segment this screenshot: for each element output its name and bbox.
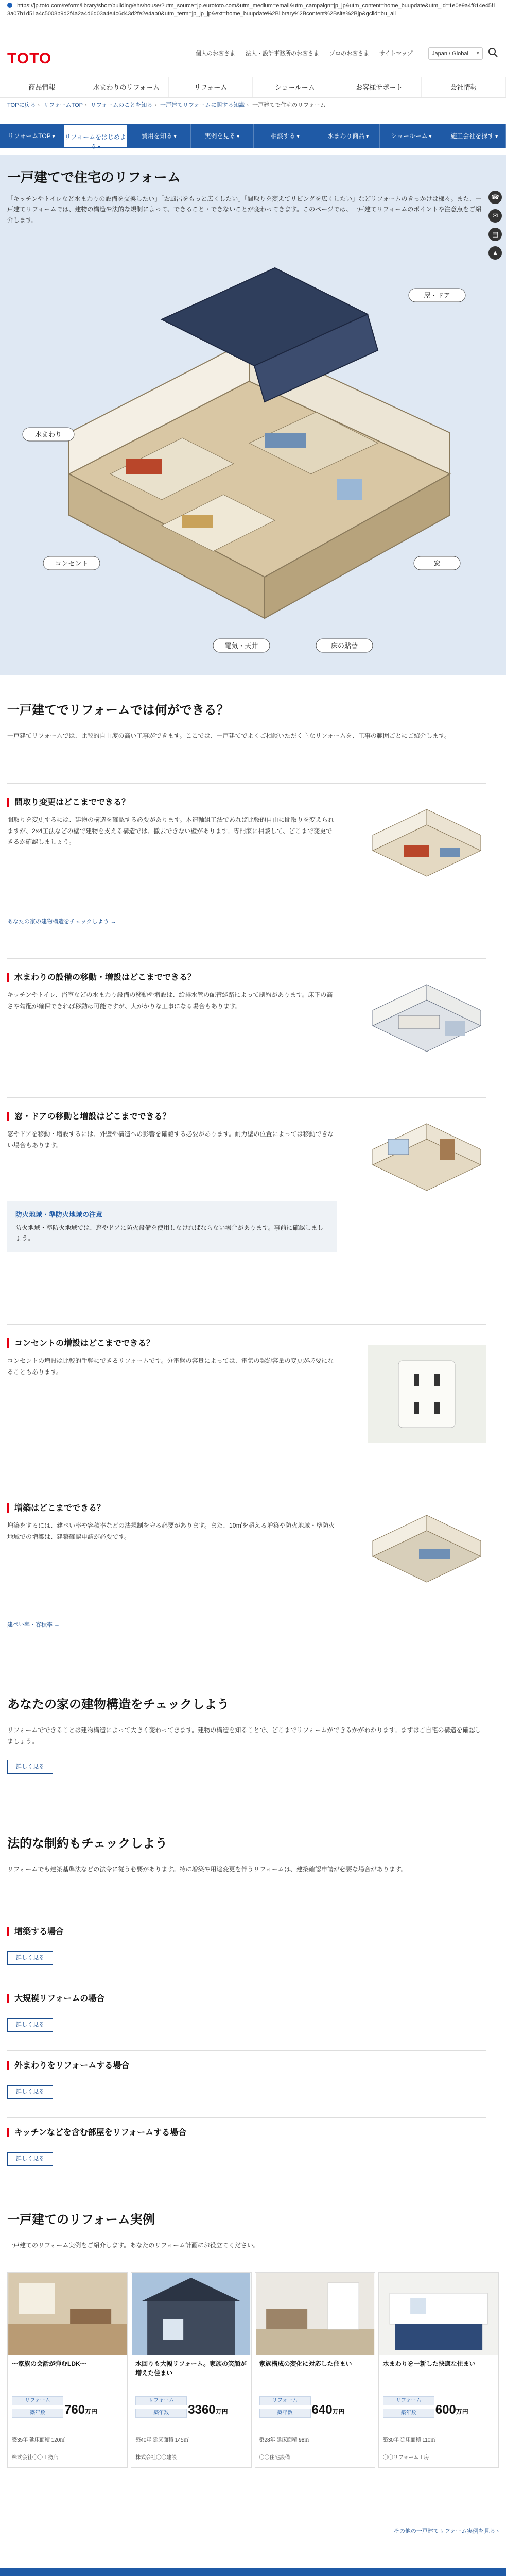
card-window-door — [7, 1097, 486, 1314]
breadcrumb: TOPに戻る › リフォームTOP › リフォームのことを知る › 一戸建てリフォームに関する知識 › 一戸建てで住宅のリフォーム — [7, 102, 326, 108]
language-select[interactable]: Japan / Global ▾ — [428, 47, 483, 60]
case-price: 3360 — [188, 2403, 216, 2417]
case-photo — [8, 2273, 127, 2355]
case-price: 640 — [311, 2403, 333, 2417]
case-photo — [131, 2273, 251, 2355]
legal-more-button[interactable]: 詳しく見る — [7, 2152, 53, 2166]
side-float-buttons — [488, 191, 504, 265]
util-link-pro[interactable]: プロのお客さま — [329, 50, 369, 57]
case-price-unit: 万円 — [456, 2408, 468, 2415]
card-extension — [7, 1489, 486, 1654]
fire-zone-note — [7, 1201, 337, 1252]
util-link-corporate[interactable]: 法人・設計事務所のお客さま — [246, 50, 319, 57]
svg-text:窓: 窓 — [433, 560, 441, 568]
building-ratio-link[interactable]: 建ぺい率・容積率 → — [7, 1622, 60, 1628]
case-photo — [255, 2273, 375, 2355]
case-tag: リフォーム — [383, 2396, 434, 2405]
hero-section — [0, 155, 506, 675]
catalog-icon[interactable]: ▤ — [488, 228, 502, 241]
gnav-company[interactable]: 会社情報 — [422, 77, 506, 97]
case-price-unit: 万円 — [332, 2408, 345, 2415]
card-title: 増築はどこまでできる？ — [7, 1502, 486, 1515]
case-card[interactable] — [131, 2272, 251, 2468]
case-title: 家族構成の変化に対応した住まい — [259, 2360, 352, 2367]
card-outlet — [7, 1324, 486, 1479]
card-title: 間取り変更はどこまでできる？ — [7, 796, 486, 809]
subnav-products[interactable]: 水まわり商品 ▾ — [317, 124, 380, 148]
svg-text:水まわり: 水まわり — [34, 431, 62, 439]
subnav-showroom[interactable]: ショールーム ▾ — [380, 124, 443, 148]
card-title: コンセントの増設はどこまでできる？ — [7, 1337, 486, 1350]
case-price: 760 — [64, 2403, 85, 2417]
case-meta: 築28年 延床面積 98㎡ — [259, 2437, 310, 2443]
breadcrumb-item[interactable]: リフォームTOP — [43, 102, 83, 108]
card-title: 水まわりの設備の移動・増設はどこまでできる？ — [7, 971, 486, 985]
legal-item-exterior — [7, 2050, 486, 2107]
legal-more-button[interactable]: 詳しく見る — [7, 1951, 53, 1965]
section-lead: 一戸建てリフォームでは、比較的自由度の高い工事ができます。ここでは、一戸建てでよくご相談いただく主なリフォームを、工事の範囲ごとにご紹介します。 — [7, 732, 450, 740]
case-company: 株式会社〇〇工務店 — [12, 2455, 58, 2461]
card-layout-change — [7, 783, 486, 948]
headset-icon[interactable]: ☎ — [488, 191, 502, 204]
structure-check-link[interactable]: あなたの家の建物構造をチェックしよう → — [7, 919, 116, 925]
more-cases-link[interactable]: その他の一戸建てリフォーム実例を見る › — [393, 2528, 499, 2534]
legal-item-large-reform — [7, 1984, 486, 2040]
reform-subnav — [0, 124, 506, 151]
subnav-consult[interactable]: 相談する ▾ — [254, 124, 317, 148]
room-illustration — [368, 804, 486, 887]
search-button[interactable] — [488, 47, 501, 60]
card-text: コンセントの増設は比較的手軽にできるリフォームです。分電盤の容量によっては、電気の契約容量の変更が必要になることもあります。 — [7, 1357, 334, 1376]
svg-text:屋・ドア: 屋・ドア — [424, 292, 450, 300]
legal-more-button[interactable]: 詳しく見る — [7, 2018, 53, 2032]
label-roof-door — [409, 289, 465, 302]
section-title: 一戸建てでリフォームでは何ができる？ — [7, 703, 229, 717]
card-text: キッチンやトイレ、浴室などの水まわり設備の移動や増設は、給排水管の配管経路によって制約があります。床下の高さや勾配が確保できれば移動は可能ですが、大がかりな工事になる場合もあります。 — [7, 991, 333, 1010]
site-header — [0, 41, 506, 77]
breadcrumb-item[interactable]: リフォームのことを知る — [90, 102, 153, 108]
structure-check-section — [7, 1695, 486, 1774]
util-link-personal[interactable]: 個人のお客さま — [196, 50, 235, 57]
case-meta: 築35年 延床面積 120㎡ — [12, 2437, 65, 2443]
legal-item-title: 外まわりをリフォームする場合 — [7, 2059, 486, 2073]
page-title: 一戸建てで住宅のリフォーム — [7, 170, 181, 185]
gnav-support[interactable]: お客様サポート — [337, 77, 422, 97]
case-title: 〜家族の会話が弾むLDK〜 — [12, 2360, 86, 2367]
section-lead: リフォームでできることは建物構造によって大きく変わってきます。建物の構造を知ることで、どこまでリフォームができるかがわかります。まずはご自宅の構造を確認しましょう。 — [7, 1726, 481, 1745]
note-title: 防火地域・準防火地域の注意 — [15, 1211, 103, 1218]
legal-item-title: キッチンなどを含む部屋をリフォームする場合 — [7, 2126, 486, 2140]
gnav-products[interactable]: 商品情報 — [0, 77, 84, 97]
gnav-reform[interactable]: リフォーム — [169, 77, 253, 97]
label-bath — [23, 428, 74, 441]
subnav-company[interactable]: 施工会社を探す ▾ — [443, 124, 506, 148]
case-meta: 築40年 延床面積 145㎡ — [135, 2437, 189, 2443]
case-company: 株式会社〇〇建設 — [135, 2455, 177, 2461]
legal-section — [7, 1834, 486, 1875]
window-door-illustration — [368, 1118, 486, 1201]
label-flooring — [316, 639, 373, 652]
case-list — [7, 2272, 499, 2468]
note-text: 防火地域・準防火地域では、窓やドアに防火設備を使用しなければならない場合があります。事前に確認しましょう。 — [15, 1224, 324, 1242]
subnav-cases[interactable]: 実例を見る ▾ — [191, 124, 254, 148]
hero-lead: 「キッチンやトイレなど水まわりの設備を交換したい」「お風呂をもっと広くしたい」「間取りを変えてリビングを広くしたい」などリフォームのきっかけは様々。また、一戸建てリフォームでは、建物の構造や法的な規制によって、できること・できないことが変わってきます。このページでは、一戸建てリフォームのポイントや注意点をご紹介します。 — [7, 195, 482, 224]
card-text: 間取りを変更するには、建物の構造を確認する必要があります。木造軸組工法であれば比較的自由に間取りを変えられますが、2×4工法などの壁で建物を支える構造では、撤去できない壁があります。専門家に相談して、どこまで変更できるか確認しましょう。 — [7, 816, 335, 846]
card-water-facilities — [7, 958, 486, 1087]
case-tag: 築年数 — [383, 2409, 434, 2418]
util-link-sitemap[interactable]: サイトマップ — [379, 50, 413, 57]
what-can-do-section — [7, 701, 486, 742]
case-title: 水回りも大幅リフォーム。家族の笑顔が増えた住まい — [135, 2360, 247, 2377]
label-ceiling — [213, 639, 270, 652]
extension-illustration — [368, 1510, 486, 1592]
case-tag: 築年数 — [135, 2409, 187, 2418]
case-company: 〇〇リフォーム工房 — [382, 2455, 429, 2461]
svg-text:電気・天井: 電気・天井 — [224, 642, 258, 650]
section-title: 法的な制約もチェックしよう — [7, 1837, 168, 1851]
legal-item-title: 増築する場合 — [7, 1925, 486, 1939]
case-price-unit: 万円 — [215, 2408, 228, 2415]
case-title: 水まわりを一新した快適な住まい — [382, 2360, 476, 2367]
section-lead: 一戸建てのリフォーム実例をご紹介します。あなたのリフォーム計画にお役立てください。 — [7, 2242, 259, 2249]
card-title: 窓・ドアの移動と増設はどこまでできる？ — [7, 1110, 486, 1124]
outlet-photo — [368, 1345, 486, 1443]
utility-nav — [196, 49, 413, 59]
legal-more-button[interactable]: 詳しく見る — [7, 2085, 53, 2099]
legal-item-kitchen-room — [7, 2117, 486, 2174]
subnav-cost[interactable]: 費用を知る ▾ — [128, 124, 191, 148]
structure-more-button[interactable]: 詳しく見る — [7, 1760, 53, 1774]
url-text: https://jp.toto.com/reform/library/short/building/ehs/house/?utm_source=jp.eurototo.com&utm_medium=email&utm_campaign=jp_jp&utm_content=home_buupdate&utm_id=1e0e9a4f814e45f13a07b1d51a4c5008b9d2f4a2a4d6d03a4e4c6d43d2fe2e4ab0&utm_term=jp_jp_jp&ext=home_buupdate%2Blibrary%2Bcontent%2Bsite%2Bjp&gclid=bu_all — [7, 3, 497, 17]
legal-item-extension — [7, 1917, 486, 1973]
case-tag: 築年数 — [12, 2409, 63, 2418]
url-icon — [7, 3, 12, 8]
case-company: 〇〇住宅設備 — [259, 2455, 290, 2461]
svg-text:コンセント: コンセント — [55, 560, 89, 568]
gnav-showroom[interactable]: ショールーム — [253, 77, 337, 97]
case-tag: リフォーム — [135, 2396, 187, 2405]
chat-icon[interactable]: ✉ — [488, 209, 502, 223]
global-nav — [0, 77, 506, 98]
case-photo — [379, 2273, 498, 2355]
case-price: 600 — [435, 2403, 456, 2417]
url-banner — [0, 0, 506, 41]
card-text: 窓やドアを移動・増設するには、外壁や構造への影響を確認する必要があります。耐力壁の位置によっては移動できない場合もあります。 — [7, 1130, 334, 1149]
legal-item-title: 大規模リフォームの場合 — [7, 1992, 486, 2006]
case-meta: 築30年 延床面積 110㎡ — [382, 2437, 436, 2443]
card-text: 増築をするには、建ぺい率や容積率などの法規制を守る必要があります。また、10㎡を超える増築や防火地域・準防火地域での増築は、建築確認申請が必要です。 — [7, 1522, 335, 1540]
case-tag: 築年数 — [259, 2409, 311, 2418]
kitchen-illustration — [368, 979, 486, 1062]
house-illustration — [7, 258, 481, 670]
subnav-start[interactable]: リフォームをはじめよう ▾ — [63, 124, 128, 148]
breadcrumb-current: 一戸建てで住宅のリフォーム — [252, 102, 326, 108]
breadcrumb-item[interactable]: 一戸建てリフォームに関する知識 — [160, 102, 245, 108]
case-section — [7, 2210, 486, 2251]
breadcrumb-item[interactable]: TOPに戻る — [7, 102, 36, 108]
case-tag: リフォーム — [12, 2396, 63, 2405]
case-tag: リフォーム — [259, 2396, 311, 2405]
case-card[interactable] — [255, 2272, 375, 2468]
case-card[interactable] — [378, 2272, 499, 2468]
case-price-unit: 万円 — [85, 2408, 98, 2415]
case-card[interactable] — [7, 2272, 128, 2468]
svg-text:床の貼替: 床の貼替 — [330, 642, 358, 650]
toto-logo[interactable]: TOTO — [7, 50, 52, 67]
section-lead: リフォームでも建築基準法などの法令に従う必要があります。特に増築や用途変更を伴うリフォームは、建築確認申請が必要な場合があります。 — [7, 1866, 407, 1873]
section-title: 一戸建てのリフォーム実例 — [7, 2213, 155, 2227]
gnav-water-reform[interactable]: 水まわりのリフォーム — [84, 77, 169, 97]
label-outlet — [43, 556, 100, 570]
footer-reform-nav — [0, 2568, 506, 2576]
label-window — [414, 556, 460, 570]
search-icon — [488, 47, 498, 58]
subnav-top[interactable]: リフォームTOP ▾ — [0, 124, 63, 148]
section-title: あなたの家の建物構造をチェックしよう — [7, 1698, 230, 1711]
page-top-icon[interactable]: ▲ — [488, 246, 502, 260]
